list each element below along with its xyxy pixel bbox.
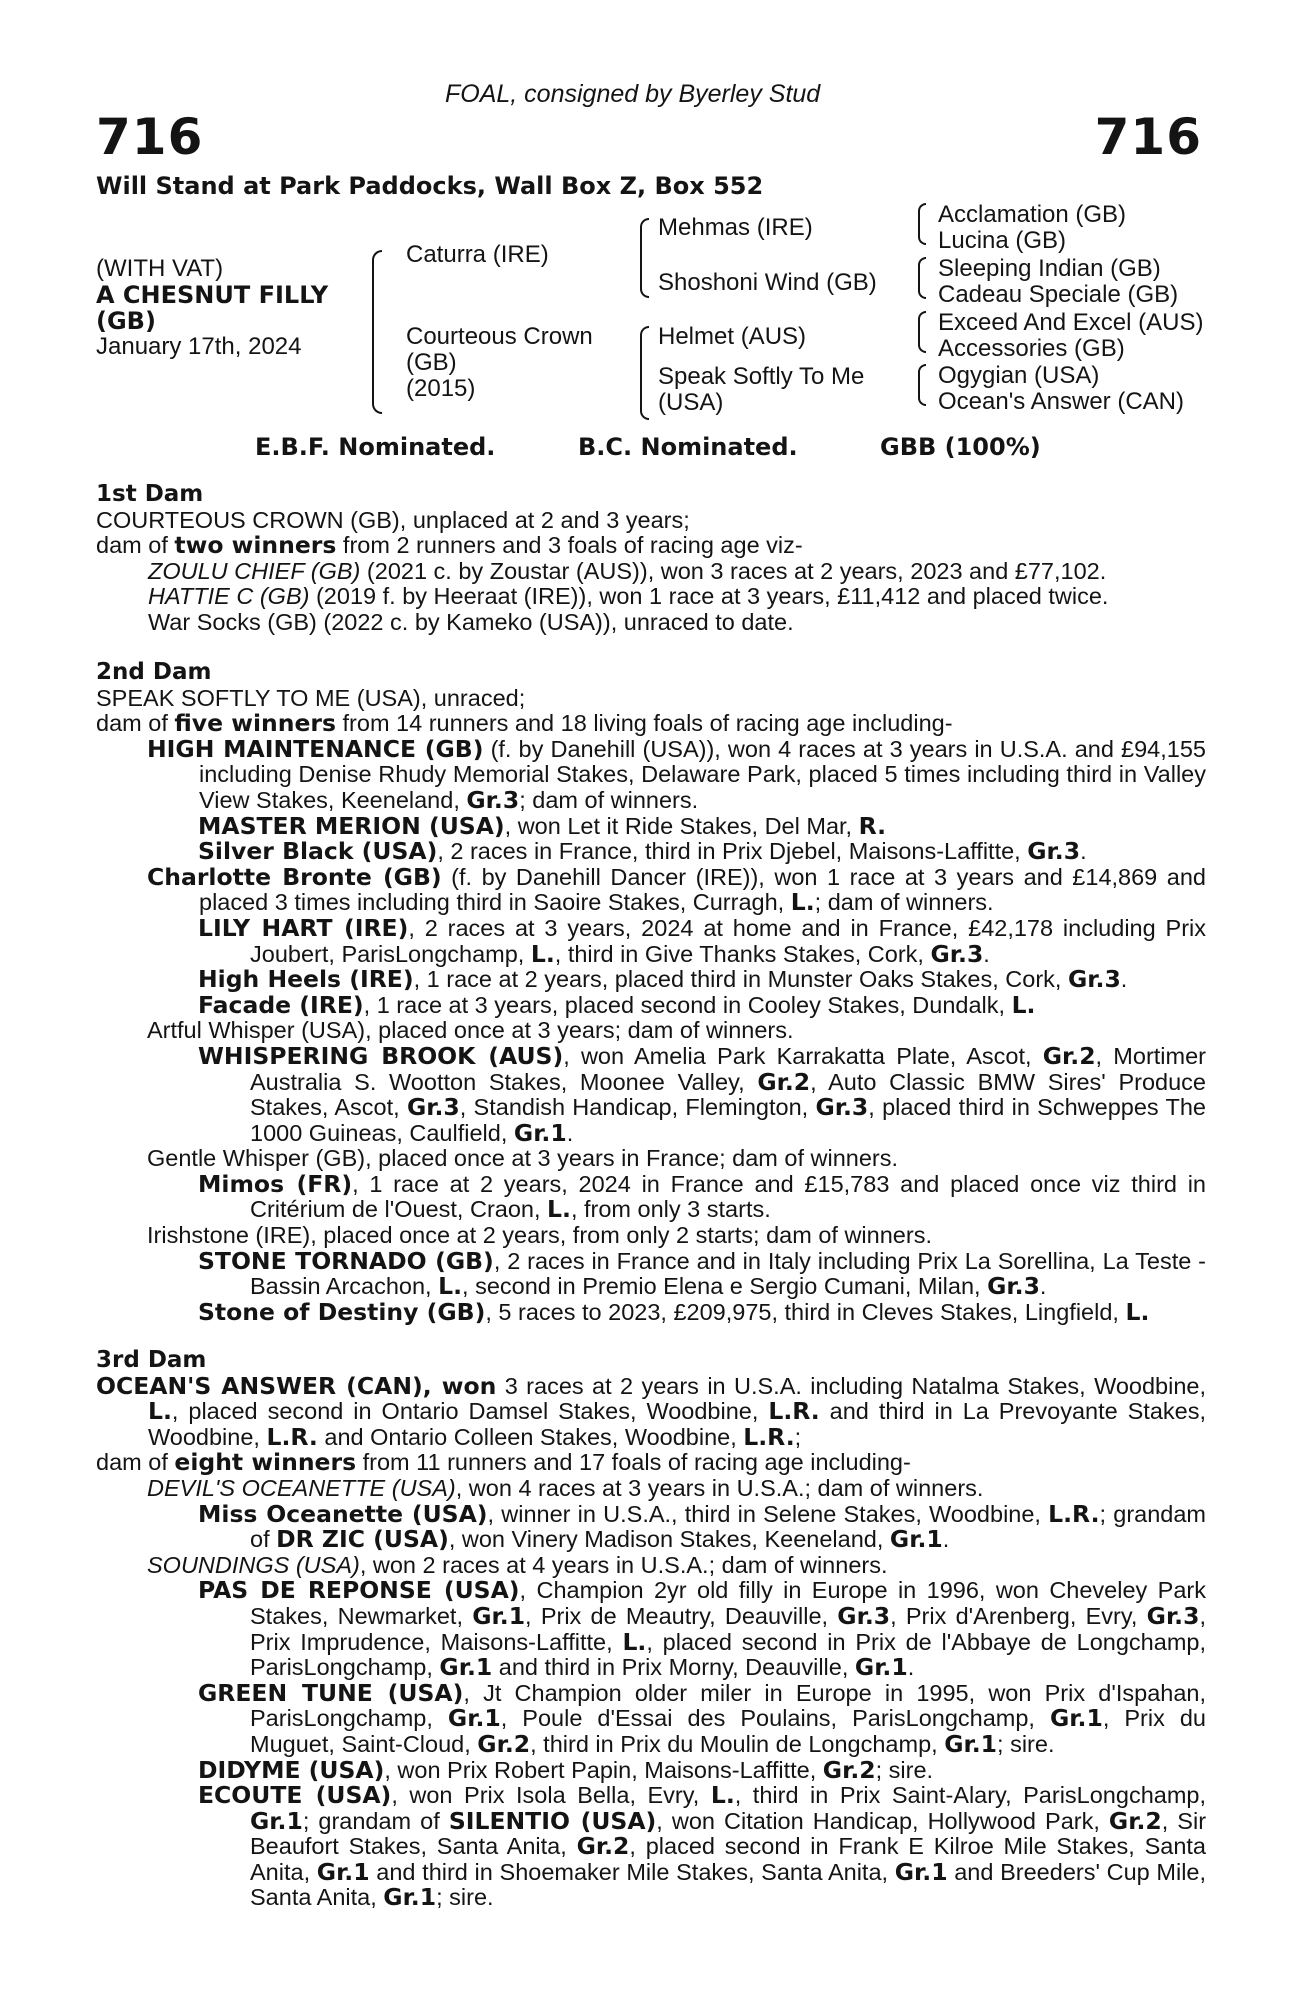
ancestor-5: Exceed And Excel (AUS) (938, 309, 1204, 336)
entry-didyme: DIDYME (USA), won Prix Robert Papin, Maisons-Laffitte, Gr.2; sire. (198, 1755, 934, 1784)
entry-facade: Facade (IRE), 1 race at 3 years, placed second in Cooley Stakes, Dundalk, L. (198, 990, 1036, 1019)
bc-nomination: B.C. Nominated. (578, 433, 798, 461)
dam-name-line1: Courteous Crown (406, 323, 593, 350)
entry-charlotte-bronte: Charlotte Bronte (GB) (f. by Danehill Dancer (IRE)), won 1 race at 3 years and £14,869 and placed 3 times including third in Saoire Stakes, Curragh, L.; dam of winners. (147, 862, 1206, 917)
dam-sire: Helmet (AUS) (658, 323, 807, 350)
second-dam-heading: 2nd Dam (96, 659, 212, 685)
first-dam-produce: dam of two winners from 2 runners and 3 foals of racing age viz- (96, 531, 803, 560)
entry-stone-tornado: STONE TORNADO (GB), 2 races in France and in Italy including Prix La Sorellina, La Teste - Bassin Arcachon, L., second in Premio Elena e Sergio Cumani, Milan, Gr.3. (198, 1246, 1206, 1301)
lot-number-left: 716 (96, 108, 204, 166)
entry-mimos: Mimos (FR), 1 race at 2 years, 2024 in France and £15,783 and placed once viz third in Critérium de l'Ouest, Craon, L., from only 3 starts. (198, 1169, 1206, 1224)
horse-name: A CHESNUT FILLY (96, 281, 329, 309)
sire-name: Caturra (IRE) (406, 241, 549, 268)
pedigree-brace-g2 (918, 257, 926, 299)
pedigree-brace-g1 (918, 203, 926, 245)
produce-hattie-c: HATTIE C (GB) (2019 f. by Heeraat (IRE)), won 1 race at 3 years, £11,412 and placed twice. (148, 583, 1109, 610)
dam-dam-line1: Speak Softly To Me (658, 363, 865, 390)
pedigree-brace-main (372, 250, 382, 414)
pedigree-brace-sire (640, 218, 649, 298)
dam-dam-line2: (USA) (658, 389, 724, 416)
first-dam-heading: 1st Dam (96, 481, 204, 507)
pedigree-brace-g4 (918, 364, 926, 406)
sire-sire: Mehmas (IRE) (658, 214, 813, 241)
entry-devils-oceanette: DEVIL'S OCEANETTE (USA), won 4 races at 3 years in U.S.A.; dam of winners. (147, 1474, 984, 1501)
entry-master-merion: MASTER MERION (USA), won Let it Ride Stakes, Del Mar, R. (198, 811, 887, 840)
entry-ecoute: ECOUTE (USA), won Prix Isola Bella, Evry, L., third in Prix Saint-Alary, ParisLongchamp, Gr.1; grandam of SILENTIO (USA), won Citation Handicap, Hollywood Park, Gr.2, Sir Beaufort Stakes, Santa Anita, Gr.2, placed second in Frank E Kilroe Mile Stakes, Santa Anita, Gr.1 and third in Shoemaker Mile Stakes, Santa Anita, Gr.1 and Breeders' Cup Mile, Santa Anita, Gr.1; sire. (198, 1781, 1207, 1912)
entry-gentle-whisper: Gentle Whisper (GB), placed once at 3 years in France; dam of winners. (147, 1145, 899, 1172)
third-dam-produce: dam of eight winners from 11 runners and 17 foals of racing age including- (96, 1448, 911, 1477)
pedigree-brace-g3 (918, 311, 926, 353)
lot-number-right: 716 (1094, 108, 1202, 166)
ancestor-8: Ocean's Answer (CAN) (938, 388, 1184, 415)
sire-dam: Shoshoni Wind (GB) (658, 269, 877, 296)
entry-green-tune: GREEN TUNE (USA), Jt Champion older miler in Europe in 1995, won Prix d'Ispahan, ParisLongchamp, Gr.1, Poule d'Essai des Poulains, ParisLongchamp, Gr.1, Prix du Muguet, Saint-Cloud, Gr.2, third in Prix du Moulin de Longchamp, Gr.1; sire. (198, 1678, 1207, 1758)
foaling-date: January 17th, 2024 (96, 333, 302, 360)
vat-note: (WITH VAT) (96, 255, 224, 282)
entry-high-heels: High Heels (IRE), 1 race at 2 years, placed third in Munster Oaks Stakes, Cork, Gr.3. (198, 965, 1128, 994)
dam-name-line3: (2015) (406, 375, 476, 402)
entry-high-maintenance: HIGH MAINTENANCE (GB) (f. by Danehill (USA)), won 4 races at 3 years in U.S.A. and £94,155 including Denise Rhudy Memorial Stakes, Delaware Park, placed 5 times including third in Valley View Stakes, Keeneland, Gr.3; dam of winners. (147, 734, 1206, 814)
ebf-nomination: E.B.F. Nominated. (255, 433, 496, 461)
entry-lily-hart: LILY HART (IRE), 2 races at 3 years, 2024 at home and in France, £42,178 including Prix Joubert, ParisLongchamp, L., third in Give Thanks Stakes, Cork, Gr.3. (198, 913, 1206, 968)
third-dam-section (96, 1348, 1206, 1911)
third-dam-heading: 3rd Dam (96, 1347, 207, 1373)
entry-pas-de-reponse: PAS DE REPONSE (USA), Champion 2yr old filly in Europe in 1996, won Cheveley Park Stakes, Newmarket, Gr.1, Prix de Meautry, Deauville, Gr.3, Prix d'Arenberg, Evry, Gr.3, Prix Imprudence, Maisons-Laffitte, L., placed second in Prix de l'Abbaye de Longchamp, ParisLongchamp, Gr.1 and third in Prix Morny, Deauville, Gr.1. (198, 1576, 1207, 1682)
produce-war-socks: War Socks (GB) (2022 c. by Kameko (USA)), unraced to date. (148, 608, 794, 635)
entry-whispering-brook: WHISPERING BROOK (AUS), won Amelia Park Karrakatta Plate, Ascot, Gr.2, Mortimer Australia S. Wootton Stakes, Moonee Valley, Gr.2, Auto Classic BMW Sires' Produce Stakes, Ascot, Gr.3, Standish Handicap, Flemington, Gr.3, placed third in Schweppes The 1000 Guineas, Caulfield, Gr.1. (198, 1041, 1207, 1147)
ancestor-7: Ogygian (USA) (938, 362, 1100, 389)
ancestor-1: Acclamation (GB) (938, 201, 1127, 228)
entry-artful-whisper: Artful Whisper (USA), placed once at 3 years; dam of winners. (147, 1017, 794, 1044)
entry-stone-of-destiny: Stone of Destiny (GB), 5 races to 2023, £209,975, third in Cleves Stakes, Lingfield, L. (198, 1297, 1150, 1326)
ancestor-4: Cadeau Speciale (GB) (938, 281, 1179, 308)
entry-irishstone: Irishstone (IRE), placed once at 2 years, from only 2 starts; dam of winners. (147, 1222, 932, 1249)
pedigree-brace-dam (640, 326, 649, 420)
horse-country: (GB) (96, 307, 156, 335)
ancestor-2: Lucina (GB) (938, 227, 1067, 254)
ancestor-3: Sleeping Indian (GB) (938, 255, 1161, 282)
ancestor-6: Accessories (GB) (938, 335, 1125, 362)
second-dam-section (96, 660, 1206, 1325)
entry-miss-oceanette: Miss Oceanette (USA), winner in U.S.A., third in Selene Stakes, Woodbine, L.R.; grandam of DR ZIC (USA), won Vinery Madison Stakes, Keeneland, Gr.1. (198, 1499, 1206, 1554)
consignment-line: FOAL, consigned by Byerley Stud (445, 80, 821, 108)
second-dam-produce: dam of five winners from 14 runners and 18 living foals of racing age including- (96, 709, 953, 738)
entry-soundings: SOUNDINGS (USA), won 2 races at 4 years in U.S.A.; dam of winners. (147, 1551, 888, 1578)
second-dam-summary: SPEAK SOFTLY TO ME (USA), unraced; (96, 684, 526, 711)
dam-name-line2: (GB) (406, 349, 457, 376)
first-dam-summary: COURTEOUS CROWN (GB), unplaced at 2 and 3 years; (96, 506, 690, 533)
produce-zoulu-chief: ZOULU CHIEF (GB) (2021 c. by Zoustar (AUS)), won 3 races at 2 years, 2023 and £77,102. (148, 557, 1107, 584)
first-dam-section (96, 482, 1206, 636)
gbb-status: GBB (100%) (880, 433, 1041, 461)
third-dam-summary: OCEAN'S ANSWER (CAN), won 3 races at 2 years in U.S.A. including Natalma Stakes, Woodbine, L., placed second in Ontario Damsel Stakes, Woodbine, L.R. and third in La Prevoyante Stakes, Woodbine, L.R. and Ontario Colleen Stakes, Woodbine, L.R.; (96, 1371, 1207, 1451)
stabling-line: Will Stand at Park Paddocks, Wall Box Z, Box 552 (96, 172, 764, 200)
entry-silver-black: Silver Black (USA), 2 races in France, third in Prix Djebel, Maisons-Laffitte, Gr.3. (198, 837, 1087, 866)
